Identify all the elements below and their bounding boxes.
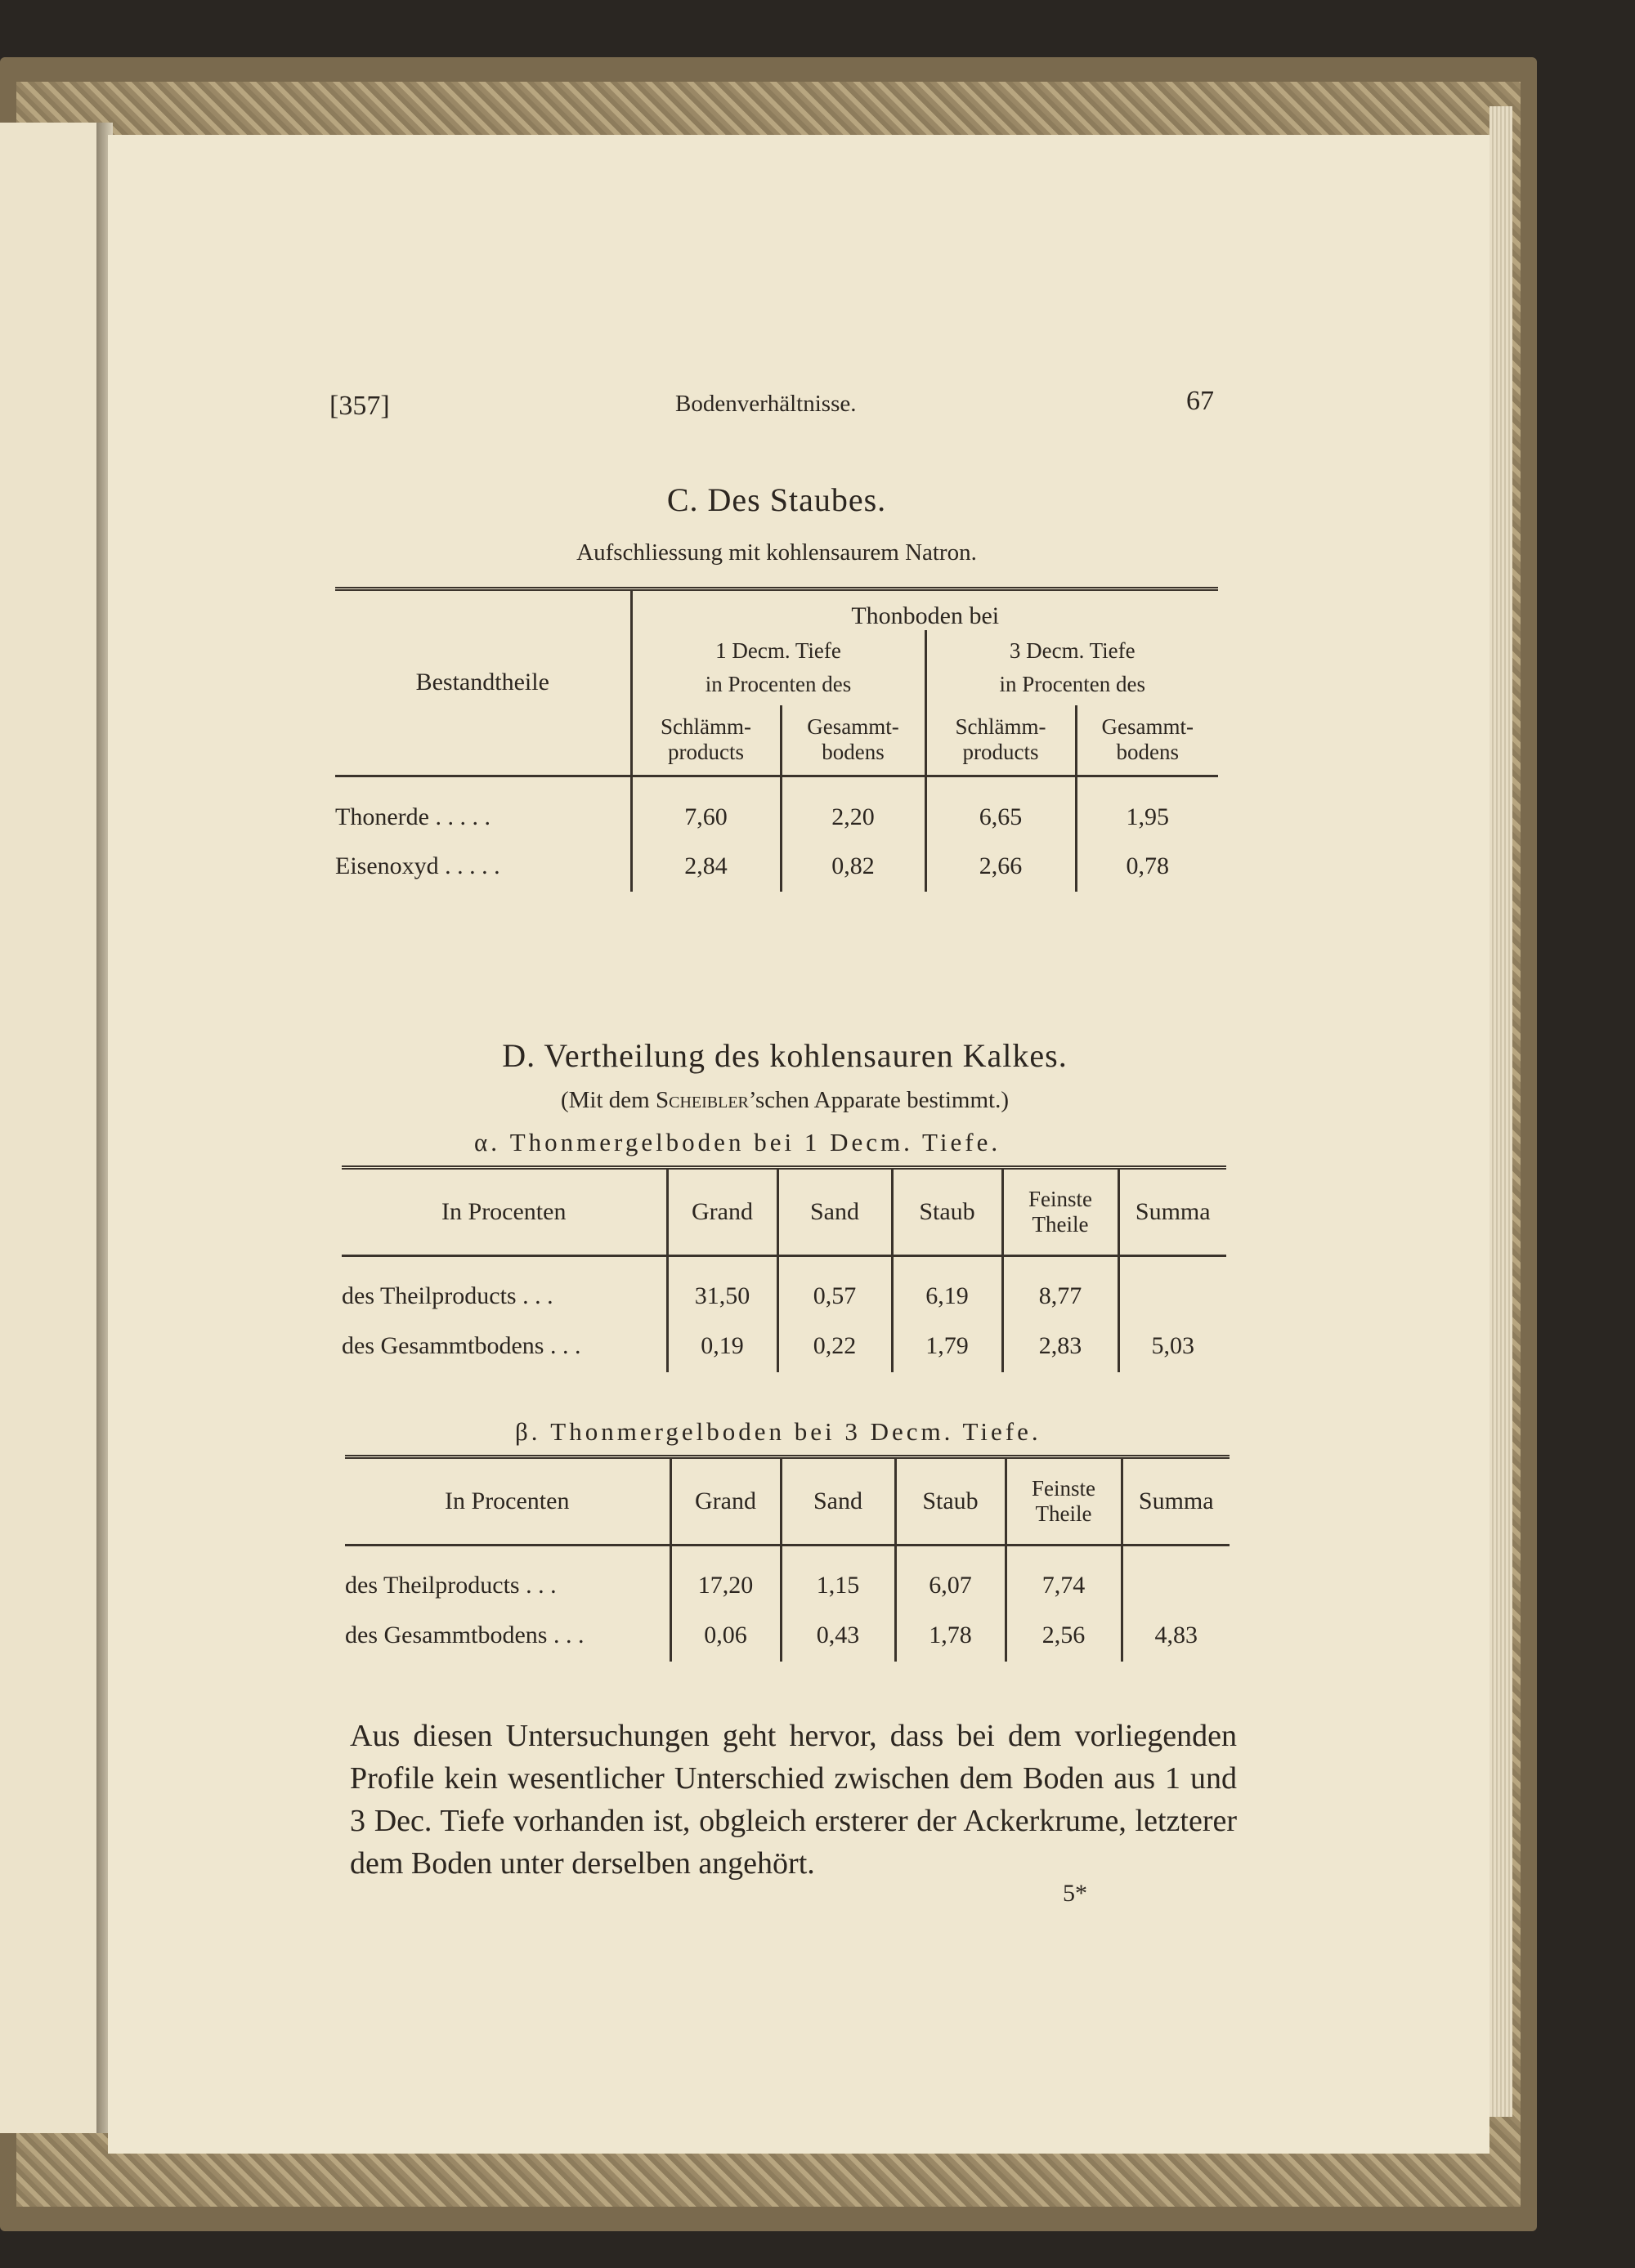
table-header-row: In Procenten Grand Sand Staub Feinste Theile Summa: [342, 1168, 1226, 1256]
table-header-row: In Procenten Grand Sand Staub Feinste Theile Summa: [345, 1457, 1230, 1546]
group-1-header: 1 Decm. Tiefe in Procenten des: [631, 630, 925, 705]
table-staubes: [335, 587, 1218, 892]
table-row: des Gesammtbodens . . . 0,19 0,22 1,79 2,83 5,03: [342, 1320, 1226, 1372]
section-c-title: C. Des Staubes.: [666, 481, 887, 518]
group-2-header: 3 Decm. Tiefe in Procenten des: [925, 630, 1218, 705]
page-edges: [1489, 106, 1512, 2117]
table-row: des Theilproducts . . . 17,20 1,15 6,07 7,74: [345, 1546, 1230, 1609]
section-c-subtitle: Aufschliessung mit kohlensaurem Natron.: [576, 539, 977, 566]
section-d-subtitle: (Mit dem Scheibler’schen Apparate bestimmt.): [560, 1087, 1009, 1113]
col-header-1: Schlämm- products: [631, 705, 781, 776]
table-row: des Gesammtbodens . . . 0,06 0,43 1,78 2,56 4,83: [345, 1609, 1230, 1662]
col-header-3: Schlämm- products: [925, 705, 1076, 776]
row-header-bestandtheile: Bestandtheile: [415, 669, 549, 696]
section-d-title: D. Vertheilung des kohlensauren Kalkes.: [502, 1037, 1068, 1074]
col-header-2: Gesammt- bodens: [781, 705, 925, 776]
col-header-4: Gesammt- bodens: [1076, 705, 1218, 776]
table-beta: [345, 1455, 1230, 1662]
running-title: Bodenverhältnisse.: [675, 391, 857, 417]
body-paragraph: Aus diesen Untersuchungen geht hervor, dass bei dem vorliegenden Profile kein wesentlicher Unterschied zwischen dem Boden aus 1 und 3 Dec. Tiefe vorhanden ist, obgleich ersterer der Ackerkrume, letzterer dem Boden unter derselben angehört.: [350, 1719, 1237, 1881]
left-page: [0, 123, 101, 2133]
table-row: Thonerde . . . . . 7,60 2,20 6,65 1,95: [335, 776, 1218, 841]
page-bracket-number: [357]: [329, 391, 390, 421]
table-alpha: [342, 1165, 1226, 1372]
table-row: Eisenoxyd . . . . . 2,84 0,82 2,66 0,78: [335, 841, 1218, 892]
table-row: des Theilproducts . . . 31,50 0,57 6,19 8,77: [342, 1256, 1226, 1320]
beta-caption: β. Thonmergelboden bei 3 Decm. Tiefe.: [515, 1417, 1041, 1446]
signature-mark: 5*: [1063, 1880, 1087, 1907]
page-number: 67: [1186, 386, 1214, 416]
group-header: Thonboden bei: [631, 589, 1218, 631]
alpha-caption: α. Thonmergelboden bei 1 Decm. Tiefe.: [474, 1128, 1001, 1156]
